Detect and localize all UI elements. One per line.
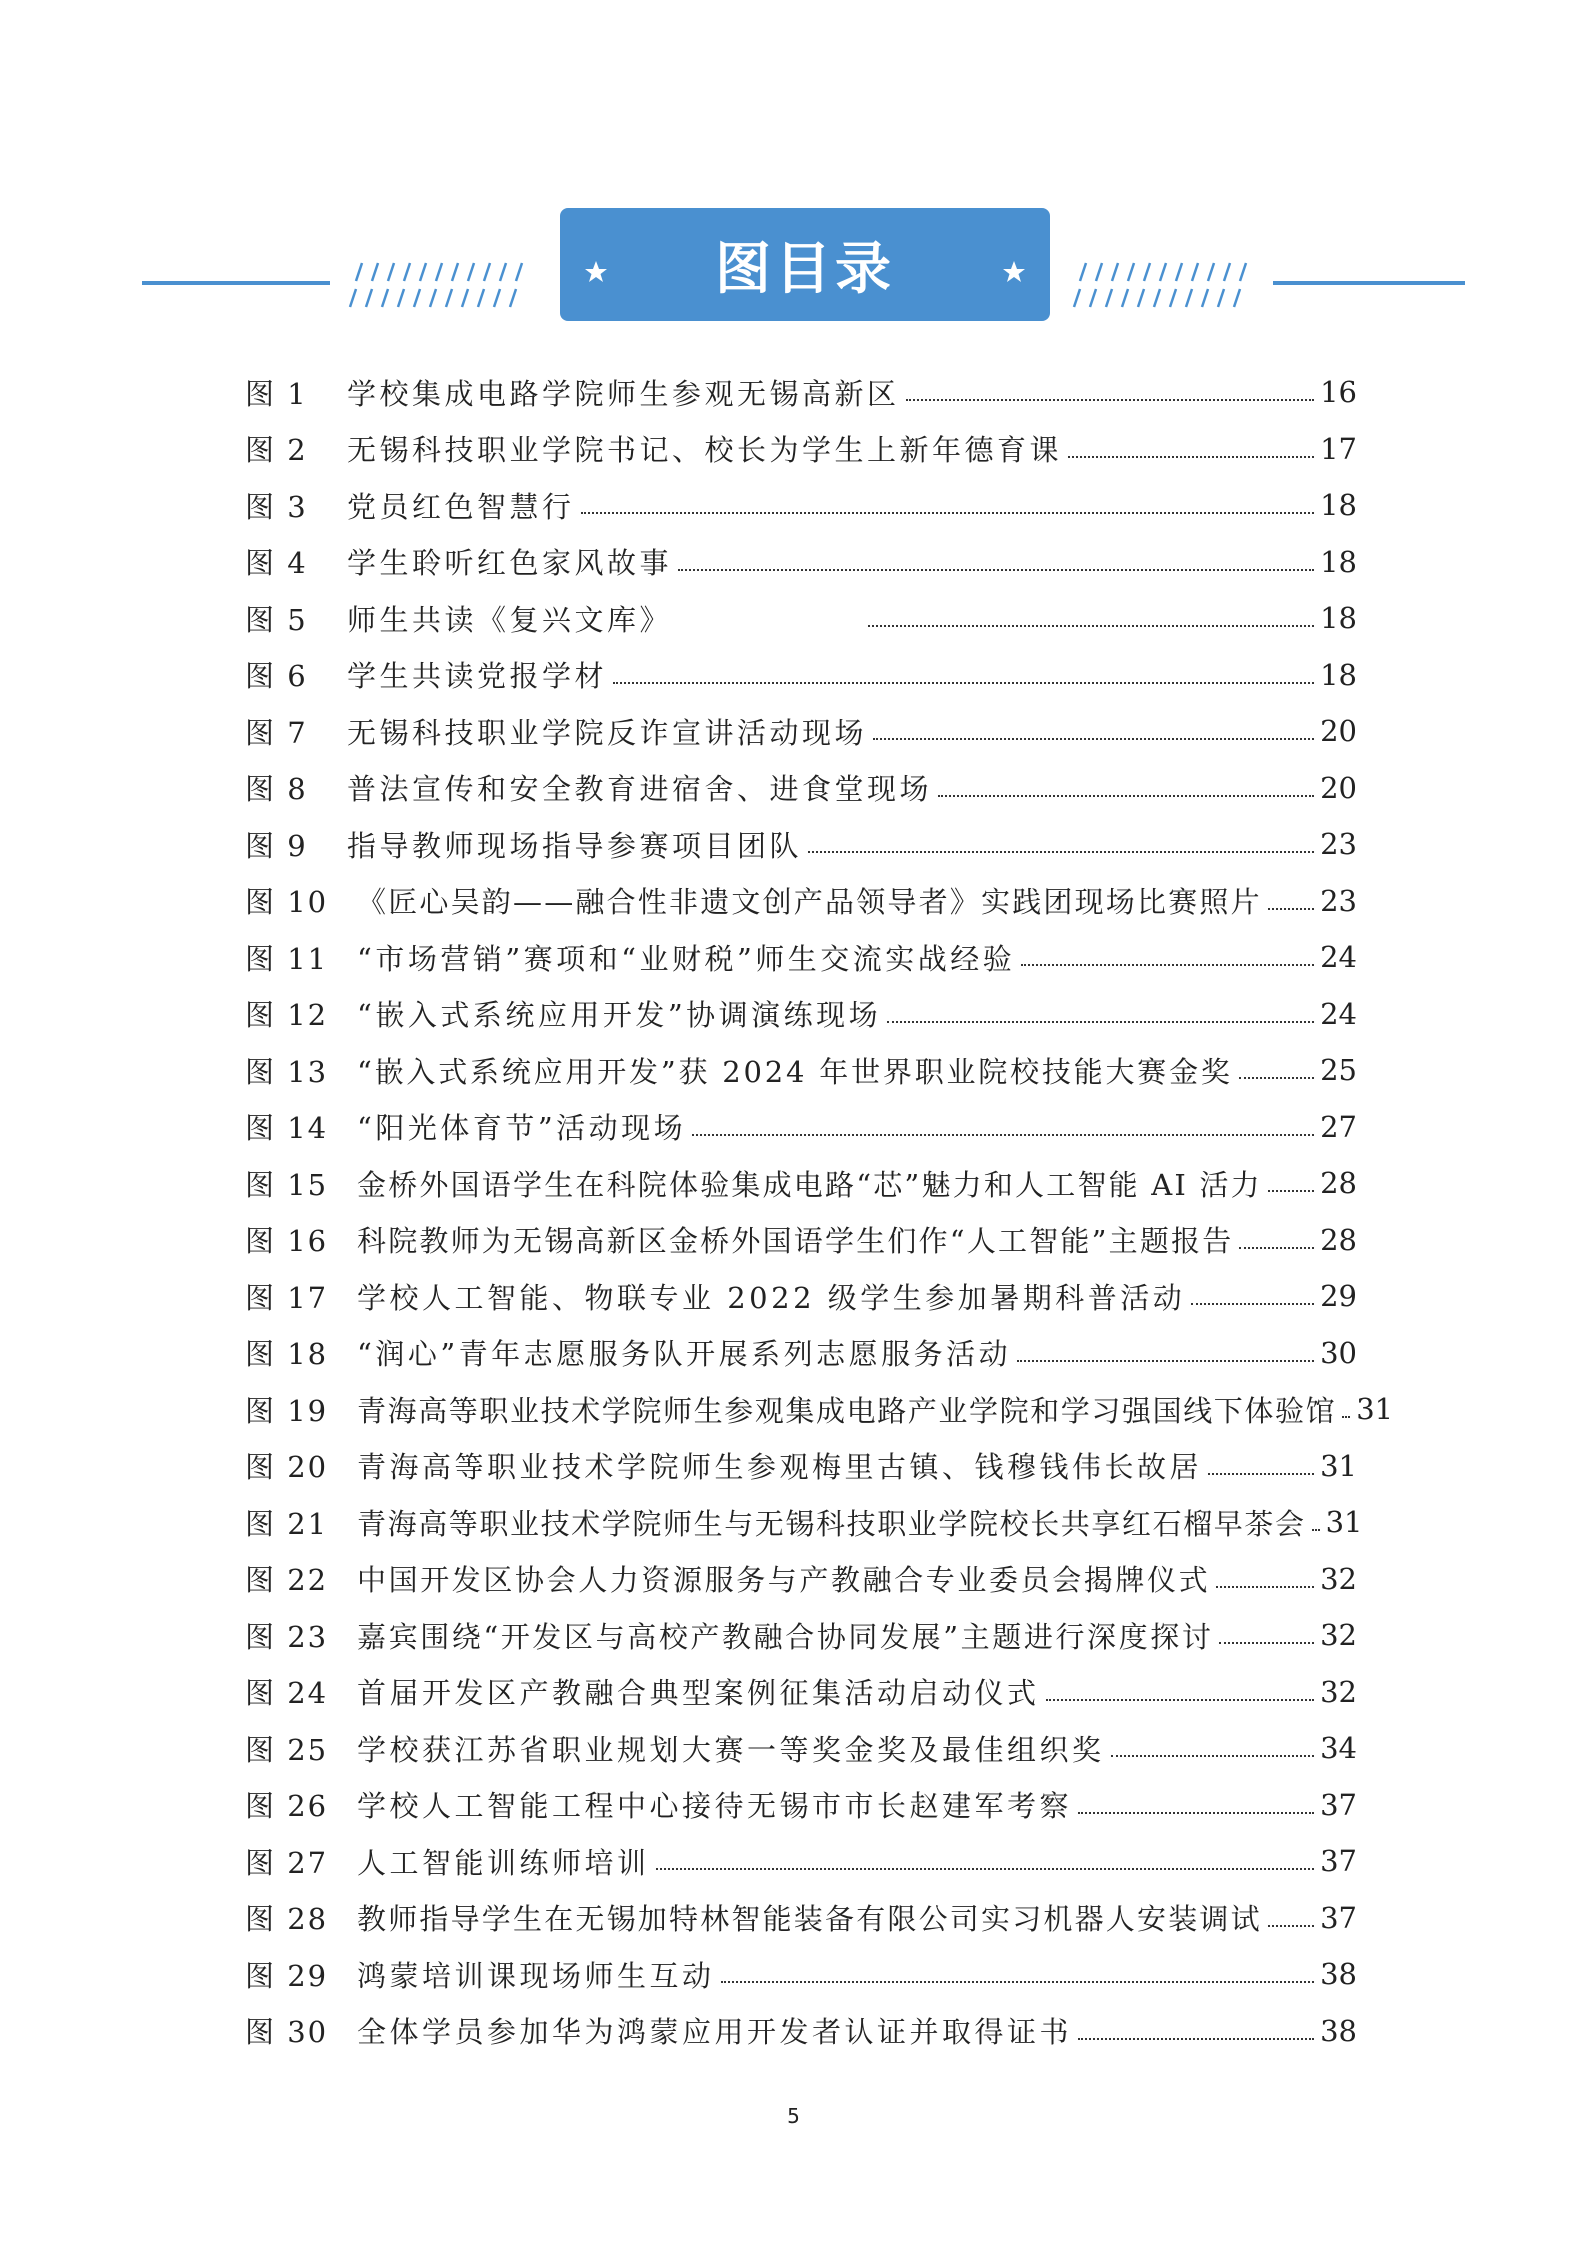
toc-entry[interactable] xyxy=(245,1155,1357,1212)
leader-dots xyxy=(1239,1077,1314,1079)
toc-entry[interactable] xyxy=(245,816,1357,873)
figure-title: 人工智能训练师培训 xyxy=(357,1845,650,1880)
leader-dots xyxy=(1078,2038,1314,2040)
page-ref: 30 xyxy=(1320,1335,1357,1370)
leader-dots xyxy=(1068,456,1314,458)
figure-number: 图 29 xyxy=(245,1958,329,1993)
leader-dots xyxy=(678,569,1314,571)
toc-entry[interactable] xyxy=(245,1438,1357,1495)
page-ref: 34 xyxy=(1320,1731,1357,1766)
toc-entry[interactable] xyxy=(245,1777,1357,1834)
leader-dots xyxy=(692,1134,1314,1136)
figure-title: 师生共读《复兴文库》 xyxy=(347,602,673,637)
toc-entry[interactable] xyxy=(245,1381,1394,1438)
page-ref: 31 xyxy=(1356,1392,1394,1427)
toc-entry[interactable] xyxy=(245,647,1357,704)
leader-dots xyxy=(873,738,1314,740)
toc-entry[interactable] xyxy=(245,590,1357,647)
leader-dots xyxy=(721,1981,1315,1983)
toc-entry[interactable] xyxy=(245,1664,1357,1721)
toc-entry[interactable] xyxy=(245,1268,1357,1325)
page-ref: 32 xyxy=(1320,1674,1357,1709)
figure-title: 鸿蒙培训课现场师生互动 xyxy=(357,1958,715,1993)
figure-number: 图 12 xyxy=(245,998,329,1033)
figure-number: 图 17 xyxy=(245,1280,329,1315)
toc-entry[interactable] xyxy=(245,2003,1357,2060)
leader-dots xyxy=(656,1868,1315,1870)
figure-title: 党员红色智慧行 xyxy=(347,489,575,524)
toc-entry[interactable] xyxy=(245,477,1357,534)
toc-entry[interactable] xyxy=(245,1551,1357,1608)
leader-dots xyxy=(1111,1755,1315,1757)
star-icon xyxy=(584,260,608,284)
figure-title: 学校人工智能工程中心接待无锡市市长赵建军考察 xyxy=(357,1789,1073,1824)
figure-number: 图 24 xyxy=(245,1676,329,1711)
toc-entry[interactable] xyxy=(245,1212,1357,1269)
header-rule-left xyxy=(142,281,330,285)
figure-title: “嵌入式系统应用开发”协调演练现场 xyxy=(357,998,882,1033)
header-stripes-left xyxy=(348,259,538,309)
figure-title: 无锡科技职业学院书记、校长为学生上新年德育课 xyxy=(347,433,1063,468)
figure-list xyxy=(245,364,1394,2059)
figure-number: 图 23 xyxy=(245,1619,329,1654)
toc-header xyxy=(0,0,1587,330)
leader-dots xyxy=(1268,908,1314,910)
figure-title: 指导教师现场指导参赛项目团队 xyxy=(347,828,803,863)
page-ref: 31 xyxy=(1320,1448,1357,1483)
figure-number: 图 3 xyxy=(245,489,308,524)
page-ref: 24 xyxy=(1320,996,1357,1031)
figure-title: 全体学员参加华为鸿蒙应用开发者认证并取得证书 xyxy=(357,2015,1073,2050)
page-ref: 17 xyxy=(1320,431,1357,466)
figure-number: 图 14 xyxy=(245,1111,329,1146)
figure-number: 图 13 xyxy=(245,1054,329,1089)
page-ref: 38 xyxy=(1320,2013,1357,2048)
figure-title: 中国开发区协会人力资源服务与产教融合专业委员会揭牌仪式 xyxy=(357,1563,1211,1598)
page-ref: 29 xyxy=(1320,1279,1357,1314)
toc-entry[interactable] xyxy=(245,703,1357,760)
figure-number: 图 7 xyxy=(245,715,308,750)
page-ref: 32 xyxy=(1320,1561,1357,1596)
figure-title: 首届开发区产教融合典型案例征集活动启动仪式 xyxy=(357,1676,1040,1711)
page-ref: 24 xyxy=(1320,940,1357,975)
figure-number: 图 26 xyxy=(245,1789,329,1824)
figure-title: 无锡科技职业学院反诈宣讲活动现场 xyxy=(347,715,868,750)
page-ref: 20 xyxy=(1320,770,1357,805)
toc-entry[interactable] xyxy=(245,1494,1363,1551)
leader-dots xyxy=(887,1021,1314,1023)
toc-entry[interactable] xyxy=(245,534,1357,591)
page-ref: 25 xyxy=(1320,1053,1357,1088)
toc-entry[interactable] xyxy=(245,929,1357,986)
page-ref: 38 xyxy=(1320,1957,1357,1992)
leader-dots xyxy=(1239,1247,1314,1249)
page-ref: 37 xyxy=(1320,1787,1357,1822)
leader-dots xyxy=(1312,1529,1320,1531)
leader-dots xyxy=(1046,1699,1315,1701)
figure-number: 图 28 xyxy=(245,1902,329,1937)
figure-number: 图 6 xyxy=(245,659,308,694)
figure-number: 图 2 xyxy=(245,433,308,468)
leader-dots xyxy=(581,512,1315,514)
page-ref: 28 xyxy=(1320,1166,1357,1201)
page-ref: 23 xyxy=(1320,827,1357,862)
figure-number: 图 22 xyxy=(245,1563,329,1598)
figure-number: 图 19 xyxy=(245,1393,329,1428)
leader-dots xyxy=(1216,1586,1314,1588)
leader-dots xyxy=(613,682,1314,684)
figure-number: 图 10 xyxy=(245,885,329,920)
figure-title: 教师指导学生在无锡加特林智能装备有限公司实习机器人安装调试 xyxy=(357,1902,1262,1937)
figure-title: 金桥外国语学生在科院体验集成电路“芯”魅力和人工智能 AI 活力 xyxy=(357,1167,1262,1202)
page-ref: 23 xyxy=(1320,883,1357,918)
figure-number: 图 18 xyxy=(245,1337,329,1372)
toc-entry[interactable] xyxy=(245,1325,1357,1382)
figure-title: “润心”青年志愿服务队开展系列志愿服务活动 xyxy=(357,1337,1012,1372)
figure-number: 图 9 xyxy=(245,828,308,863)
leader-dots xyxy=(1021,964,1314,966)
page-ref: 31 xyxy=(1325,1505,1363,1540)
leader-dots xyxy=(1268,1925,1314,1927)
figure-title: 青海高等职业技术学院师生与无锡科技职业学院校长共享红石榴早茶会 xyxy=(357,1506,1306,1541)
page-ref: 18 xyxy=(1320,488,1357,523)
toc-entry[interactable] xyxy=(245,873,1357,930)
leader-dots xyxy=(1078,1812,1314,1814)
toc-entry[interactable] xyxy=(245,1607,1357,1664)
figure-title: 青海高等职业技术学院师生参观集成电路产业学院和学习强国线下体验馆 xyxy=(357,1393,1337,1428)
toc-entry[interactable] xyxy=(245,986,1357,1043)
page-ref: 37 xyxy=(1320,1844,1357,1879)
toc-entry[interactable] xyxy=(245,1042,1357,1099)
leader-dots xyxy=(808,851,1314,853)
toc-entry[interactable] xyxy=(245,1833,1357,1890)
figure-title: “阳光体育节”活动现场 xyxy=(357,1111,687,1146)
figure-number: 图 25 xyxy=(245,1732,329,1767)
toc-entry[interactable] xyxy=(245,421,1357,478)
page-title: 图目录 xyxy=(715,236,895,302)
figure-number: 图 5 xyxy=(245,602,308,637)
leader-dots xyxy=(1017,1360,1314,1362)
page-ref: 18 xyxy=(1320,657,1357,692)
figure-number: 图 16 xyxy=(245,1224,329,1259)
figure-title: 学校获江苏省职业规划大赛一等奖金奖及最佳组织奖 xyxy=(357,1732,1105,1767)
toc-title-box xyxy=(560,208,1050,321)
figure-number: 图 15 xyxy=(245,1167,329,1202)
page-number: 5 xyxy=(787,2104,800,2128)
toc-entry[interactable] xyxy=(245,1099,1357,1156)
figure-title: 嘉宾围绕“开发区与高校产教融合协同发展”主题进行深度探讨 xyxy=(357,1619,1214,1654)
page-ref: 16 xyxy=(1320,375,1357,410)
page-ref: 32 xyxy=(1320,1618,1357,1653)
figure-number: 图 27 xyxy=(245,1845,329,1880)
figure-number: 图 11 xyxy=(245,941,329,976)
page-ref: 20 xyxy=(1320,714,1357,749)
leader-dots xyxy=(938,795,1314,797)
toc-entry[interactable] xyxy=(245,364,1357,421)
figure-number: 图 1 xyxy=(245,376,308,411)
leader-dots xyxy=(1268,1190,1314,1192)
page-ref: 27 xyxy=(1320,1109,1357,1144)
leader-dots xyxy=(1191,1303,1314,1305)
header-stripes-right xyxy=(1072,259,1262,309)
toc-entry[interactable] xyxy=(245,1890,1357,1947)
figure-title: 普法宣传和安全教育进宿舍、进食堂现场 xyxy=(347,772,933,807)
figure-number: 图 8 xyxy=(245,772,308,807)
leader-dots xyxy=(1342,1416,1350,1418)
leader-dots xyxy=(906,399,1315,401)
figure-title: 学校集成电路学院师生参观无锡高新区 xyxy=(347,376,900,411)
figure-number: 图 4 xyxy=(245,546,308,581)
figure-number: 图 30 xyxy=(245,2015,329,2050)
leader-dots xyxy=(868,625,1314,627)
figure-number: 图 21 xyxy=(245,1506,329,1541)
toc-entry[interactable] xyxy=(245,1720,1357,1777)
page-ref: 28 xyxy=(1320,1222,1357,1257)
page-ref: 18 xyxy=(1320,544,1357,579)
toc-entry[interactable] xyxy=(245,760,1357,817)
figure-title: 《匠心吴韵——融合性非遗文创产品领导者》实践团现场比赛照片 xyxy=(357,885,1262,920)
figure-title: 科院教师为无锡高新区金桥外国语学生们作“人工智能”主题报告 xyxy=(357,1224,1234,1259)
toc-entry[interactable] xyxy=(245,1946,1357,2003)
leader-dots xyxy=(1208,1473,1314,1475)
figure-title: 青海高等职业技术学院师生参观梅里古镇、钱穆钱伟长故居 xyxy=(357,1450,1203,1485)
figure-title: “嵌入式系统应用开发”获 2024 年世界职业院校技能大赛金奖 xyxy=(357,1054,1233,1089)
figure-title: 学生聆听红色家风故事 xyxy=(347,546,673,581)
star-icon xyxy=(1002,260,1026,284)
page-ref: 18 xyxy=(1320,601,1357,636)
leader-dots xyxy=(1219,1642,1314,1644)
figure-title: “市场营销”赛项和“业财税”师生交流实战经验 xyxy=(357,941,1016,976)
figure-title: 学生共读党报学材 xyxy=(347,659,608,694)
page-ref: 37 xyxy=(1320,1900,1357,1935)
figure-title: 学校人工智能、物联专业 2022 级学生参加暑期科普活动 xyxy=(357,1280,1186,1315)
header-rule-right xyxy=(1273,281,1465,285)
figure-number: 图 20 xyxy=(245,1450,329,1485)
